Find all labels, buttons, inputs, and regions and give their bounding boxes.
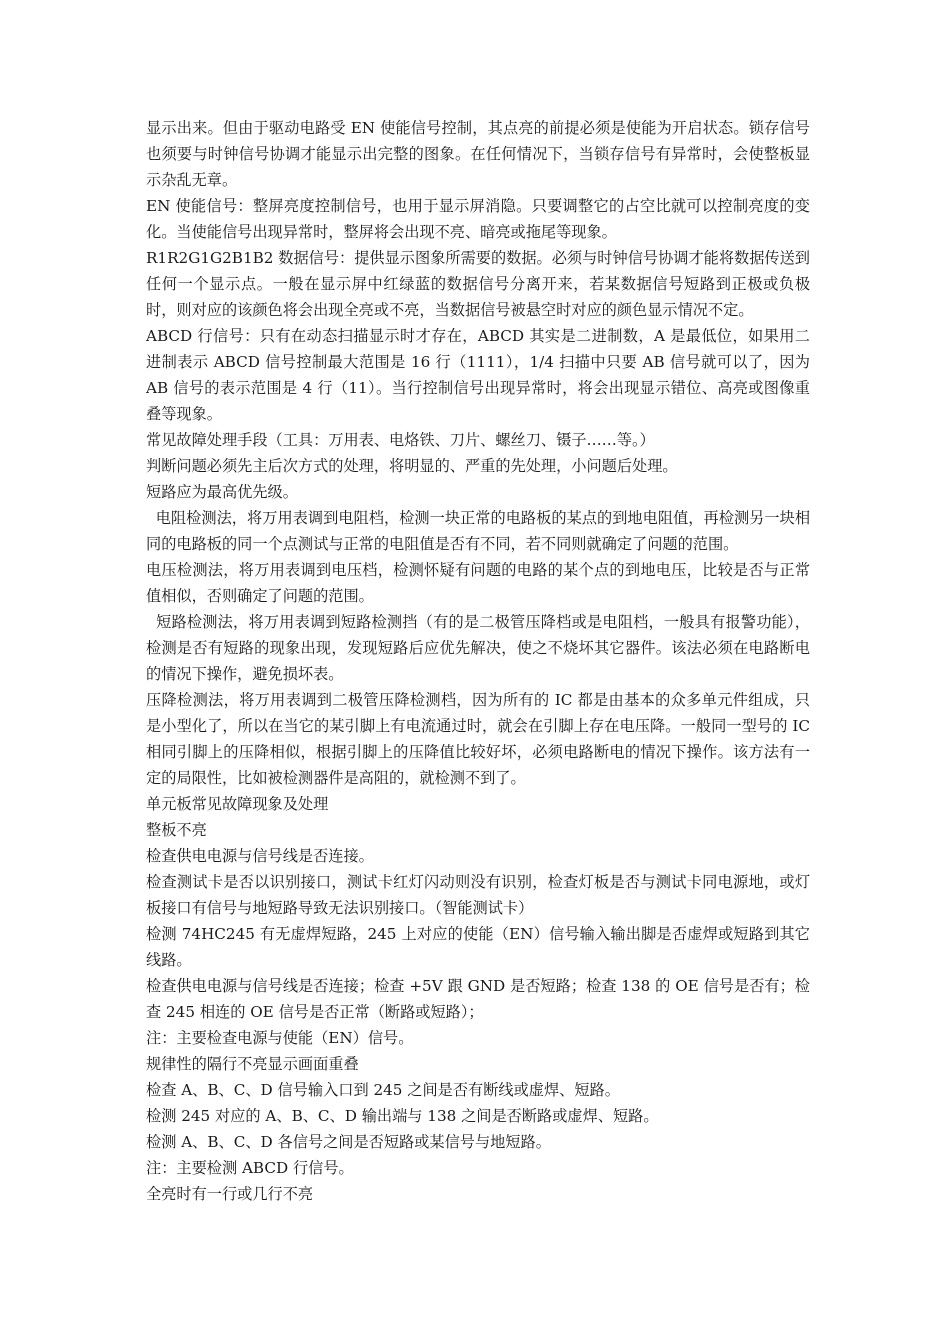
paragraph-check-power: 检查供电电源与信号线是否连接。 (146, 847, 374, 865)
paragraph-priority-rule: 判断问题必须先主后次方式的处理，将明显的、严重的先处理，小问题后处理。 (146, 457, 678, 475)
paragraph-short-method: 短路检测法，将万用表调到短路检测挡（有的是二极管压降档或是电阻档，一般具有报警功能），检测是否有短路的现象出现，发现短路后应优先解决，使之不烧坏其它器件。该法必须在电路断电的情况下操作，避免损坏表。 (146, 613, 810, 683)
paragraph-check-abcd-input: 检查 A、B、C、D 信号输入口到 245 之间是否有断线或虚焊、短路。 (146, 1081, 620, 1099)
paragraph-check-test-card: 检查测试卡是否以识别接口，测试卡红灯闪动则没有识别，检查灯板是否与测试卡同电源地，或灯板接口有信号与地短路导致无法识别接口。（智能测试卡） (146, 873, 810, 917)
paragraph-data-signal: R1R2G1G2B1B2 数据信号：提供显示图象所需要的数据。必须与时钟信号协调才能将数据传送到任何一个显示点。一般在显示屏中红绿蓝的数据信号分离开来，若某数据信号短路到正极或负极时，则对应的该颜色将会出现全亮或不亮，当数据信号被悬空时对应的颜色显示情况不定。 (146, 249, 810, 319)
document-page (146, 115, 810, 1207)
paragraph-check-245-output: 检测 245 对应的 A、B、C、D 输出端与 138 之间是否断路或虚焊、短路。 (146, 1107, 659, 1125)
paragraph-check-abcd-short: 检测 A、B、C、D 各信号之间是否短路或某信号与地短路。 (146, 1133, 551, 1151)
paragraph-common-fault-tools: 常见故障处理手段（工具：万用表、电烙铁、刀片、螺丝刀、镊子……等。） (146, 431, 655, 449)
subheading-rows-dark-when-full: 全亮时有一行或几行不亮 (146, 1185, 314, 1203)
paragraph-resistance-method: 电阻检测法，将万用表调到电阻档，检测一块正常的电路板的某点的到地电阻值，再检测另一块相同的电路板的同一个点测试与正常的电阻值是否有不同，若不同则就确定了问题的范围。 (146, 509, 811, 553)
paragraph-short-priority: 短路应为最高优先级。 (146, 483, 298, 501)
subheading-whole-board-dark: 整板不亮 (146, 821, 207, 839)
paragraph-latch-signal: 显示出来。但由于驱动电路受 EN 使能信号控制，其点亮的前提必须是使能为开启状态。锁存信号也须要与时钟信号协调才能显示出完整的图象。在任何情况下，当锁存信号有异常时，会使整板显示杂乱无章。 (146, 119, 810, 189)
paragraph-voltage-drop-method: 压降检测法，将万用表调到二极管压降检测档，因为所有的 IC 都是由基本的众多单元件组成，只是小型化了，所以在当它的某引脚上有电流通过时，就会在引脚上存在电压降。一般同一型号的 IC 相同引脚上的压降相似，根据引脚上的压降值比较好坏，必须电路断电的情况下操作。该方法有一定的局限性，比如被检测器件是高阻的，就检测不到了。 (146, 691, 810, 787)
paragraph-abcd-signal: ABCD 行信号：只有在动态扫描显示时才存在，ABCD 其实是二进制数，A 是最低位，如果用二进制表示 ABCD 信号控制最大范围是 16 行（1111），1/4 扫描中只要 AB 信号就可以了，因为 AB 信号的表示范围是 4 行（11）。当行控制信号出现异常时，将会出现显示错位、高亮或图像重叠等现象。 (146, 327, 810, 423)
paragraph-check-power-oe: 检查供电电源与信号线是否连接；检查 +5V 跟 GND 是否短路；检查 138 的 OE 信号是否有；检查 245 相连的 OE 信号是否正常（断路或短路）； (146, 977, 810, 1021)
note-power-enable: 注：主要检查电源与使能（EN）信号。 (146, 1029, 414, 1047)
paragraph-voltage-method: 电压检测法，将万用表调到电压档，检测怀疑有问题的电路的某个点的到地电压，比较是否与正常值相似，否则确定了问题的范围。 (146, 561, 810, 605)
section-heading-unit-board-faults: 单元板常见故障现象及处理 (146, 795, 329, 813)
paragraph-en-signal: EN 使能信号：整屏亮度控制信号，也用于显示屏消隐。只要调整它的占空比就可以控制亮度的变化。当使能信号出现异常时，整屏将会出现不亮、暗亮或拖尾等现象。 (146, 197, 810, 241)
subheading-alternate-rows-dark: 规律性的隔行不亮显示画面重叠 (146, 1055, 359, 1073)
paragraph-check-74hc245: 检测 74HC245 有无虚焊短路，245 上对应的使能（EN）信号输入输出脚是否虚焊或短路到其它线路。 (146, 925, 810, 969)
note-abcd-row-signal: 注：主要检测 ABCD 行信号。 (146, 1159, 354, 1177)
